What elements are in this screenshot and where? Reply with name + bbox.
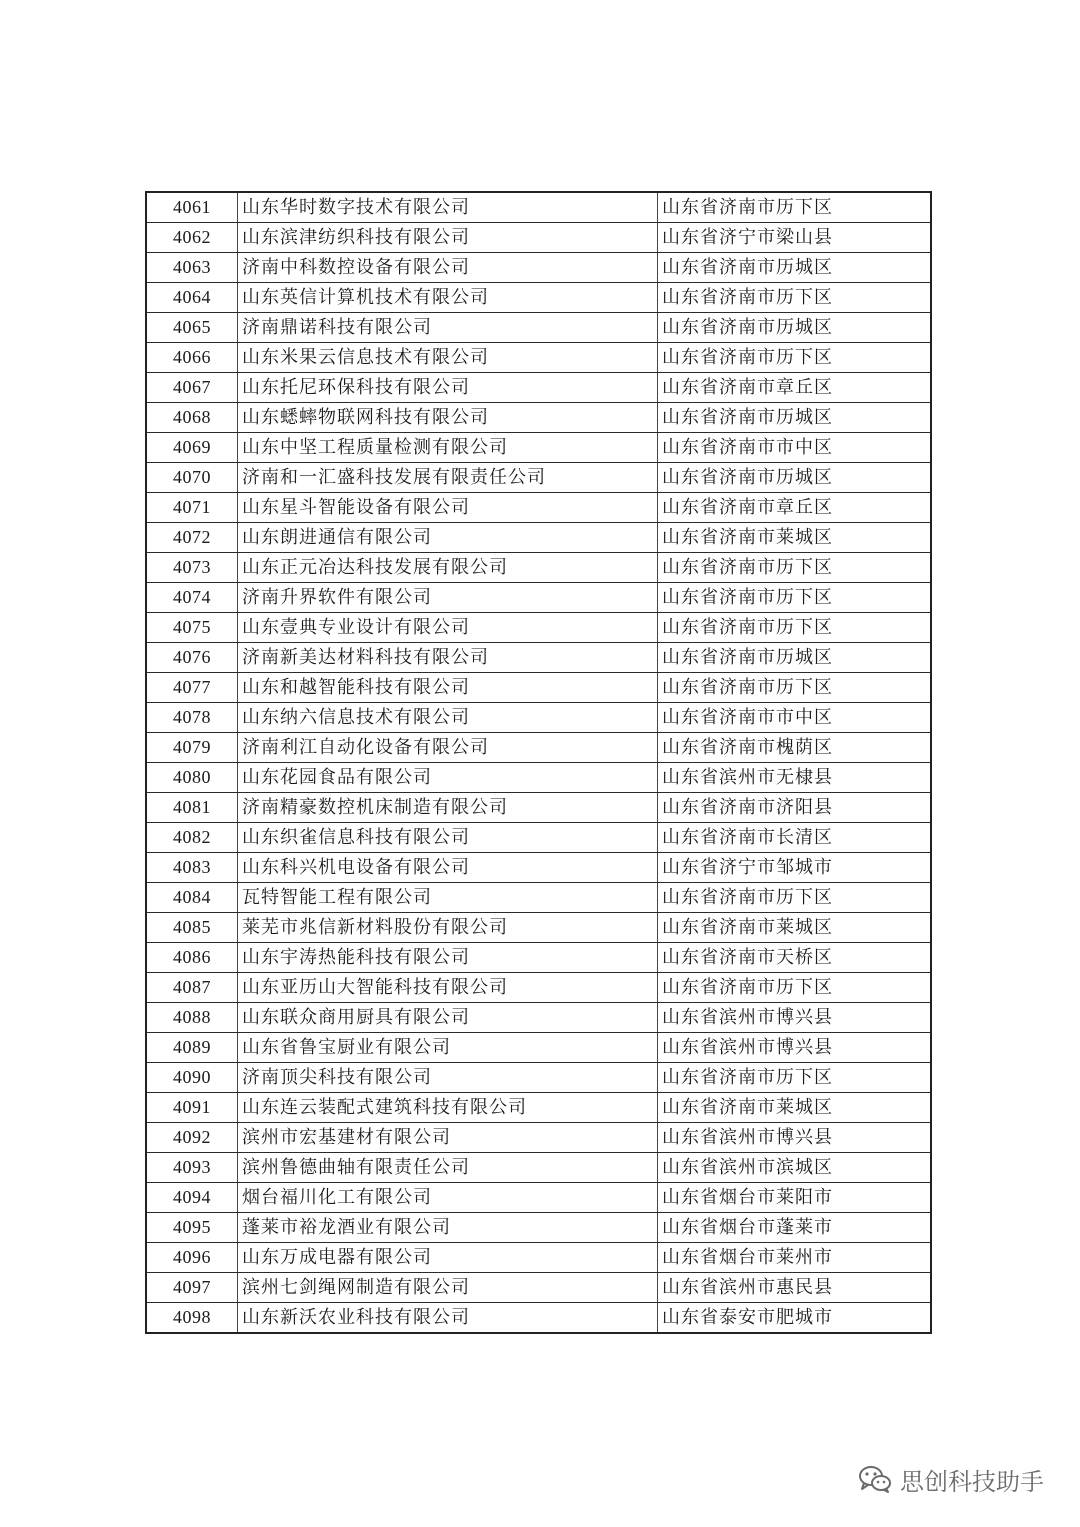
table-row <box>146 883 931 913</box>
company-name: 济南利江自动化设备有限公司 <box>238 733 658 763</box>
table-row <box>146 973 931 1003</box>
table-row <box>146 553 931 583</box>
row-number: 4088 <box>146 1003 238 1033</box>
company-location: 山东省济南市章丘区 <box>658 493 932 523</box>
company-location: 山东省济南市章丘区 <box>658 373 932 403</box>
company-name: 滨州市宏基建材有限公司 <box>238 1123 658 1153</box>
table-row <box>146 1063 931 1093</box>
table-row <box>146 343 931 373</box>
watermark-text: 思创科技助手 <box>900 1467 1044 1496</box>
table-row <box>146 283 931 313</box>
row-number: 4070 <box>146 463 238 493</box>
table-row <box>146 463 931 493</box>
row-number: 4064 <box>146 283 238 313</box>
company-name: 山东和越智能科技有限公司 <box>238 673 658 703</box>
table-row <box>146 1093 931 1123</box>
company-name: 山东星斗智能设备有限公司 <box>238 493 658 523</box>
company-location: 山东省济南市历下区 <box>658 553 932 583</box>
row-number: 4069 <box>146 433 238 463</box>
table-row <box>146 313 931 343</box>
row-number: 4083 <box>146 853 238 883</box>
row-number: 4092 <box>146 1123 238 1153</box>
table-row <box>146 1273 931 1303</box>
company-location: 山东省济南市市中区 <box>658 703 932 733</box>
company-name: 济南升界软件有限公司 <box>238 583 658 613</box>
table-row <box>146 673 931 703</box>
row-number: 4098 <box>146 1303 238 1334</box>
company-location: 山东省滨州市滨城区 <box>658 1153 932 1183</box>
row-number: 4084 <box>146 883 238 913</box>
company-name: 山东蟋蟀物联网科技有限公司 <box>238 403 658 433</box>
company-location: 山东省滨州市博兴县 <box>658 1123 932 1153</box>
company-location: 山东省滨州市惠民县 <box>658 1273 932 1303</box>
company-name: 山东英信计算机技术有限公司 <box>238 283 658 313</box>
company-location: 山东省济南市济阳县 <box>658 793 932 823</box>
company-location: 山东省滨州市无棣县 <box>658 763 932 793</box>
table-row <box>146 733 931 763</box>
company-name: 山东滨津纺织科技有限公司 <box>238 223 658 253</box>
company-name: 烟台福川化工有限公司 <box>238 1183 658 1213</box>
company-location: 山东省济南市天桥区 <box>658 943 932 973</box>
table-row <box>146 1183 931 1213</box>
company-location: 山东省烟台市莱阳市 <box>658 1183 932 1213</box>
company-location: 山东省济南市历下区 <box>658 343 932 373</box>
company-name: 莱芜市兆信新材料股份有限公司 <box>238 913 658 943</box>
company-location: 山东省济南市槐荫区 <box>658 733 932 763</box>
row-number: 4090 <box>146 1063 238 1093</box>
table-row <box>146 823 931 853</box>
row-number: 4089 <box>146 1033 238 1063</box>
company-location: 山东省济南市历城区 <box>658 313 932 343</box>
row-number: 4076 <box>146 643 238 673</box>
table-row <box>146 943 931 973</box>
company-name: 济南中科数控设备有限公司 <box>238 253 658 283</box>
table-row <box>146 583 931 613</box>
table-row <box>146 253 931 283</box>
table-row <box>146 763 931 793</box>
company-location: 山东省济南市历下区 <box>658 883 932 913</box>
table-row <box>146 192 931 223</box>
row-number: 4071 <box>146 493 238 523</box>
company-location: 山东省滨州市博兴县 <box>658 1033 932 1063</box>
company-location: 山东省济南市莱城区 <box>658 913 932 943</box>
table-row <box>146 493 931 523</box>
company-name: 山东正元冶达科技发展有限公司 <box>238 553 658 583</box>
company-name: 滨州鲁德曲轴有限责任公司 <box>238 1153 658 1183</box>
company-location: 山东省泰安市肥城市 <box>658 1303 932 1334</box>
row-number: 4075 <box>146 613 238 643</box>
company-name: 滨州七剑绳网制造有限公司 <box>238 1273 658 1303</box>
company-name: 山东连云装配式建筑科技有限公司 <box>238 1093 658 1123</box>
company-name: 山东壹典专业设计有限公司 <box>238 613 658 643</box>
company-location: 山东省济南市莱城区 <box>658 523 932 553</box>
row-number: 4091 <box>146 1093 238 1123</box>
company-table <box>145 191 932 1334</box>
company-name: 济南鼎诺科技有限公司 <box>238 313 658 343</box>
company-location: 山东省济南市莱城区 <box>658 1093 932 1123</box>
company-name: 山东托尼环保科技有限公司 <box>238 373 658 403</box>
table-row <box>146 1243 931 1273</box>
row-number: 4077 <box>146 673 238 703</box>
table-row <box>146 793 931 823</box>
company-location: 山东省济南市长清区 <box>658 823 932 853</box>
company-name: 济南新美达材料科技有限公司 <box>238 643 658 673</box>
row-number: 4085 <box>146 913 238 943</box>
company-location: 山东省济南市历下区 <box>658 192 932 223</box>
row-number: 4082 <box>146 823 238 853</box>
table-row <box>146 1033 931 1063</box>
company-name: 山东花园食品有限公司 <box>238 763 658 793</box>
company-location: 山东省滨州市博兴县 <box>658 1003 932 1033</box>
company-location: 山东省济南市历下区 <box>658 1063 932 1093</box>
company-name: 蓬莱市裕龙酒业有限公司 <box>238 1213 658 1243</box>
table-row <box>146 1303 931 1334</box>
company-location: 山东省烟台市莱州市 <box>658 1243 932 1273</box>
row-number: 4067 <box>146 373 238 403</box>
company-location: 山东省济南市历城区 <box>658 643 932 673</box>
row-number: 4093 <box>146 1153 238 1183</box>
company-name: 山东华时数字技术有限公司 <box>238 192 658 223</box>
company-location: 山东省济南市历城区 <box>658 403 932 433</box>
table-row <box>146 1123 931 1153</box>
row-number: 4063 <box>146 253 238 283</box>
company-location: 山东省济南市历下区 <box>658 973 932 1003</box>
row-number: 4073 <box>146 553 238 583</box>
company-name: 山东米果云信息技术有限公司 <box>238 343 658 373</box>
row-number: 4078 <box>146 703 238 733</box>
row-number: 4079 <box>146 733 238 763</box>
table-row <box>146 703 931 733</box>
company-location: 山东省济南市历下区 <box>658 283 932 313</box>
wechat-icon <box>858 1464 892 1494</box>
company-name: 山东宇涛热能科技有限公司 <box>238 943 658 973</box>
table-row <box>146 1213 931 1243</box>
company-name: 山东朗进通信有限公司 <box>238 523 658 553</box>
row-number: 4097 <box>146 1273 238 1303</box>
row-number: 4080 <box>146 763 238 793</box>
table-row <box>146 613 931 643</box>
company-name: 山东省鲁宝厨业有限公司 <box>238 1033 658 1063</box>
table-row <box>146 1003 931 1033</box>
company-name: 山东新沃农业科技有限公司 <box>238 1303 658 1334</box>
row-number: 4061 <box>146 192 238 223</box>
table-row <box>146 853 931 883</box>
table-row <box>146 223 931 253</box>
row-number: 4094 <box>146 1183 238 1213</box>
table-row <box>146 373 931 403</box>
company-location: 山东省济南市历城区 <box>658 253 932 283</box>
company-table-body <box>146 192 931 1333</box>
company-name: 瓦特智能工程有限公司 <box>238 883 658 913</box>
row-number: 4087 <box>146 973 238 1003</box>
company-name: 山东万成电器有限公司 <box>238 1243 658 1273</box>
company-location: 山东省济宁市梁山县 <box>658 223 932 253</box>
row-number: 4065 <box>146 313 238 343</box>
company-location: 山东省济南市历下区 <box>658 613 932 643</box>
row-number: 4074 <box>146 583 238 613</box>
company-name: 济南顶尖科技有限公司 <box>238 1063 658 1093</box>
row-number: 4086 <box>146 943 238 973</box>
table-row <box>146 913 931 943</box>
company-name: 山东亚历山大智能科技有限公司 <box>238 973 658 1003</box>
row-number: 4066 <box>146 343 238 373</box>
company-location: 山东省济南市市中区 <box>658 433 932 463</box>
company-location: 山东省济南市历城区 <box>658 463 932 493</box>
row-number: 4062 <box>146 223 238 253</box>
company-name: 济南精豪数控机床制造有限公司 <box>238 793 658 823</box>
table-row <box>146 643 931 673</box>
table-row <box>146 1153 931 1183</box>
row-number: 4068 <box>146 403 238 433</box>
row-number: 4081 <box>146 793 238 823</box>
company-name: 山东织雀信息科技有限公司 <box>238 823 658 853</box>
company-name: 山东科兴机电设备有限公司 <box>238 853 658 883</box>
company-location: 山东省烟台市蓬莱市 <box>658 1213 932 1243</box>
company-name: 山东联众商用厨具有限公司 <box>238 1003 658 1033</box>
watermark <box>858 1459 1044 1499</box>
company-location: 山东省济南市历下区 <box>658 673 932 703</box>
row-number: 4072 <box>146 523 238 553</box>
company-name: 山东纳六信息技术有限公司 <box>238 703 658 733</box>
table-row <box>146 523 931 553</box>
row-number: 4095 <box>146 1213 238 1243</box>
company-location: 山东省济南市历下区 <box>658 583 932 613</box>
table-row <box>146 433 931 463</box>
company-location: 山东省济宁市邹城市 <box>658 853 932 883</box>
company-name: 山东中坚工程质量检测有限公司 <box>238 433 658 463</box>
row-number: 4096 <box>146 1243 238 1273</box>
table-row <box>146 403 931 433</box>
company-name: 济南和一汇盛科技发展有限责任公司 <box>238 463 658 493</box>
